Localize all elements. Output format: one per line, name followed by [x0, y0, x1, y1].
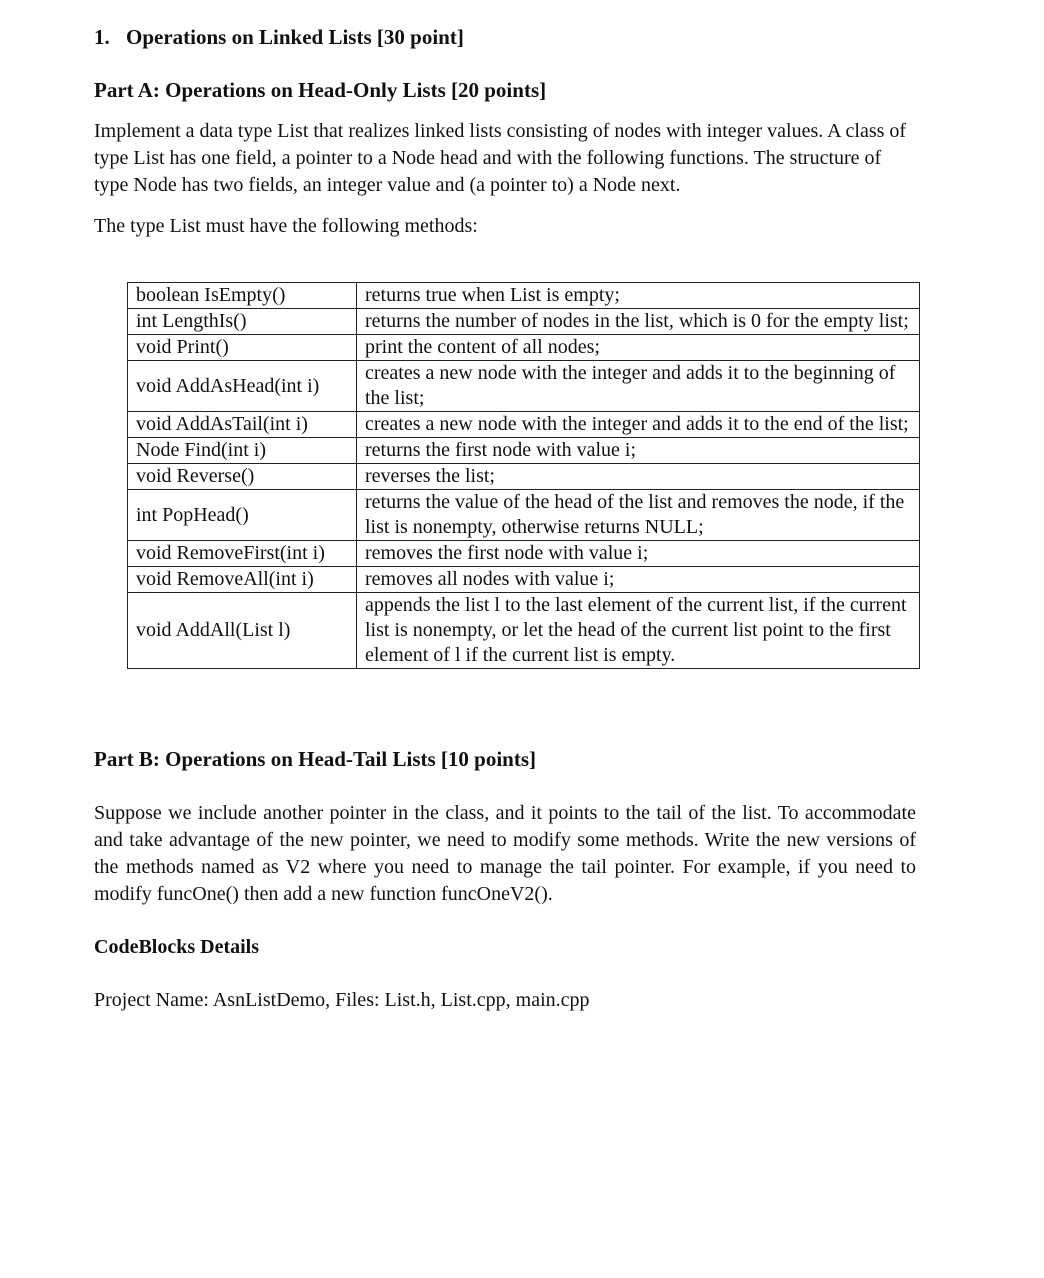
title-number: 1.	[94, 25, 110, 49]
table-row	[128, 309, 920, 335]
table-row	[128, 490, 920, 541]
method-signature: boolean IsEmpty()	[128, 283, 357, 309]
table-row	[128, 464, 920, 490]
project-details-line: Project Name: AsnListDemo, Files: List.h, List.cpp, main.cpp	[94, 989, 590, 1011]
part-b-heading: Part B: Operations on Head-Tail Lists [10 points]	[94, 747, 537, 771]
method-signature: void Print()	[128, 335, 357, 361]
table-row	[128, 438, 920, 464]
method-signature: void AddAsHead(int i)	[128, 361, 357, 412]
method-description: creates a new node with the integer and adds it to the end of the list;	[357, 412, 920, 438]
table-row	[128, 412, 920, 438]
part-a-intro-paragraph: Implement a data type List that realizes linked lists consisting of nodes with integer values. A class of type List has one field, a pointer to a Node head and with the following functions. The structure of type Node has two fields, an integer value and (a pointer to) a Node next.	[94, 120, 907, 196]
method-signature: void RemoveFirst(int i)	[128, 541, 357, 567]
table-row	[128, 283, 920, 309]
table-row	[128, 567, 920, 593]
methods-intro-text: The type List must have the following methods:	[94, 215, 478, 237]
part-a-heading: Part A: Operations on Head-Only Lists [20 points]	[94, 78, 547, 102]
methods-table	[127, 282, 920, 669]
method-signature: void Reverse()	[128, 464, 357, 490]
table-row	[128, 361, 920, 412]
method-description: removes the first node with value i;	[357, 541, 920, 567]
method-signature: int LengthIs()	[128, 309, 357, 335]
method-signature: void AddAsTail(int i)	[128, 412, 357, 438]
method-signature: void AddAll(List l)	[128, 593, 357, 669]
method-description: returns the first node with value i;	[357, 438, 920, 464]
method-description: print the content of all nodes;	[357, 335, 920, 361]
method-signature: void RemoveAll(int i)	[128, 567, 357, 593]
method-description: returns the value of the head of the list and removes the node, if the list is nonempty, otherwise returns NULL;	[357, 490, 920, 541]
method-description: returns the number of nodes in the list, which is 0 for the empty list;	[357, 309, 920, 335]
method-description: appends the list l to the last element of the current list, if the current list is nonempty, or let the head of the current list point to the first element of l if the current list is empty.	[357, 593, 920, 669]
method-description: reverses the list;	[357, 464, 920, 490]
method-signature: int PopHead()	[128, 490, 357, 541]
method-description: creates a new node with the integer and adds it to the beginning of the list;	[357, 361, 920, 412]
table-row	[128, 541, 920, 567]
table-row	[128, 593, 920, 669]
table-row	[128, 335, 920, 361]
part-b-paragraph: Suppose we include another pointer in the class, and it points to the tail of the list. To accommodate and take advantage of the new pointer, we need to modify some methods. Write the new versions of the methods named as V2 where you need to manage the tail pointer. For example, if you need to modify funcOne() then add a new function funcOneV2().	[94, 802, 916, 905]
method-description: returns true when List is empty;	[357, 283, 920, 309]
method-description: removes all nodes with value i;	[357, 567, 920, 593]
codeblocks-heading: CodeBlocks Details	[94, 936, 259, 958]
page-title	[94, 22, 464, 52]
title-text: Operations on Linked Lists [30 point]	[126, 25, 464, 49]
method-signature: Node Find(int i)	[128, 438, 357, 464]
